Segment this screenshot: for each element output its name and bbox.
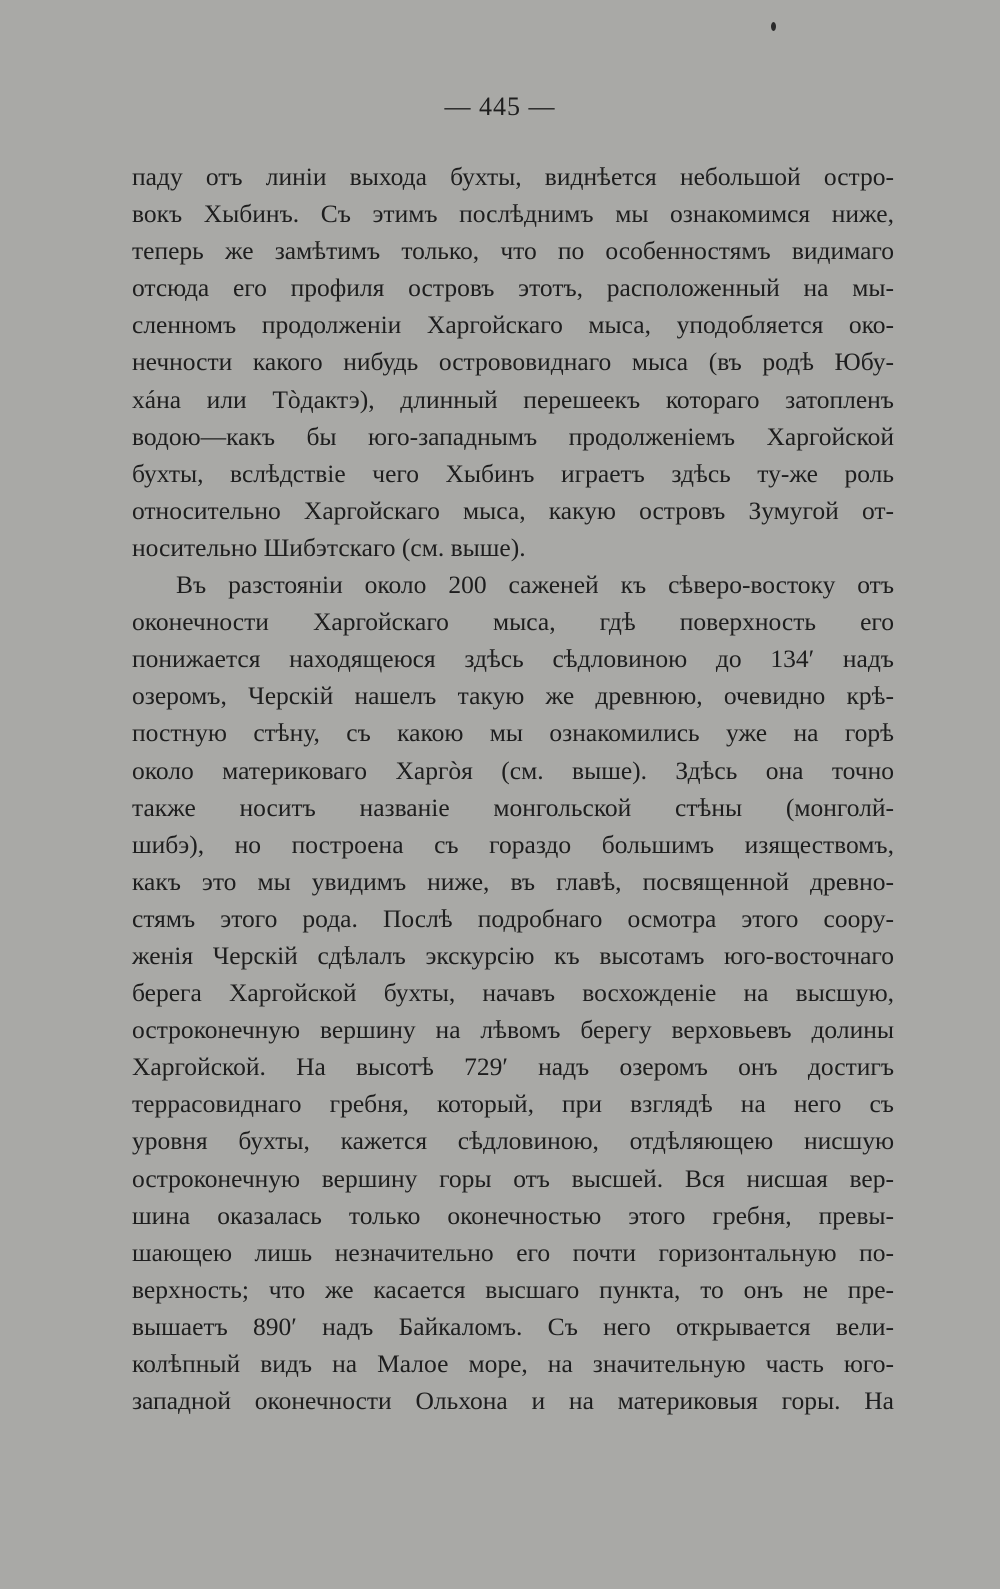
text-line: шибэ), но построена съ гораздо большимъ изяществомъ, [132,829,894,859]
text-line: теперь же замѣтимъ только, что по особенностямъ видимаго [132,236,894,266]
text-line: около материковаго Харгòя (см. выше). Здѣсь она точно [132,755,894,785]
text-line: бухты, вслѣдствіе чего Хыбинъ играетъ здѣсь ту-же роль [132,458,894,488]
text-line: остроконечную вершину горы отъ высшей. Вся нисшая вер- [132,1163,894,1193]
text-line: Въ разстояніи около 200 саженей къ сѣверо-востоку отъ [176,570,894,600]
text-line: также носитъ названіе монгольской стѣны (монголй- [132,792,894,822]
body-text [132,158,894,1419]
text-line: уровня бухты, кажется сѣдловиною, отдѣляющею нисшую [132,1126,894,1156]
text-line: женія Черскій сдѣлалъ экскурсію къ высотамъ юго-восточнаго [132,940,894,970]
text-line: террасовиднаго гребня, который, при взглядѣ на него съ [132,1089,894,1119]
text-line: верхность; что же касается высшаго пункта, то онъ не пре- [132,1274,894,1304]
text-line: какъ это мы увидимъ ниже, въ главѣ, посвященной древно- [132,866,894,896]
text-line: водою—какъ бы юго-западнымъ продолженіемъ Харгойской [132,421,894,451]
text-line: озеромъ, Черскій нашелъ такую же древнюю, очевидно крѣ- [132,681,894,711]
text-line: берега Харгойской бухты, начавъ восхожденіе на высшую, [132,978,894,1008]
text-line: стямъ этого рода. Послѣ подробнаго осмотра этого соору- [132,903,894,933]
text-line: оконечности Харгойскаго мыса, гдѣ поверхность его [132,607,894,637]
text-line: понижается находящеюся здѣсь сѣдловиною до 134′ надъ [132,644,894,674]
text-line: остроконечную вершину на лѣвомъ берегу верховьевъ долины [132,1015,894,1045]
text-line: относительно Харгойскаго мыса, какую островъ Зумугой от- [132,495,894,525]
text-line: колѣпный видъ на Малое море, на значительную часть юго- [132,1349,894,1378]
text-line: отсюда его профиля островъ этотъ, расположенный на мы- [132,273,894,303]
text-line: носительно Шибэтскаго (см. выше). [132,532,526,562]
text-line: Харгойской. На высотѣ 729′ надъ озеромъ онъ достигъ [132,1052,894,1082]
text-line: паду отъ линіи выхода бухты, виднѣется небольшой остро- [132,162,894,191]
text-line: сленномъ продолженіи Харгойскаго мыса, уподобляется око- [132,310,894,340]
text-line: вышаетъ 890′ надъ Байкаломъ. Съ него открывается вели- [132,1311,894,1341]
text-line: западной оконечности Ольхона и на материковыя горы. На [132,1386,894,1416]
text-line: нечности какого нибудь острововиднаго мыса (въ родѣ Юбу- [132,347,894,377]
page-number: — 445 — [444,92,556,121]
text-line: хáна или Тòдактэ), длинный перешеекъ котораго затопленъ [132,384,894,414]
text-line: постную стѣну, съ какою мы ознакомились уже на горѣ [132,718,894,748]
text-line: шина оказалась только оконечностью этого гребня, превы- [132,1200,894,1230]
text-line: вокъ Хыбинъ. Съ этимъ послѣднимъ мы ознакомимся ниже, [132,199,894,229]
text-line: шающею лишь незначительно его почти горизонтальную по- [132,1237,894,1267]
ink-speck [771,22,776,31]
